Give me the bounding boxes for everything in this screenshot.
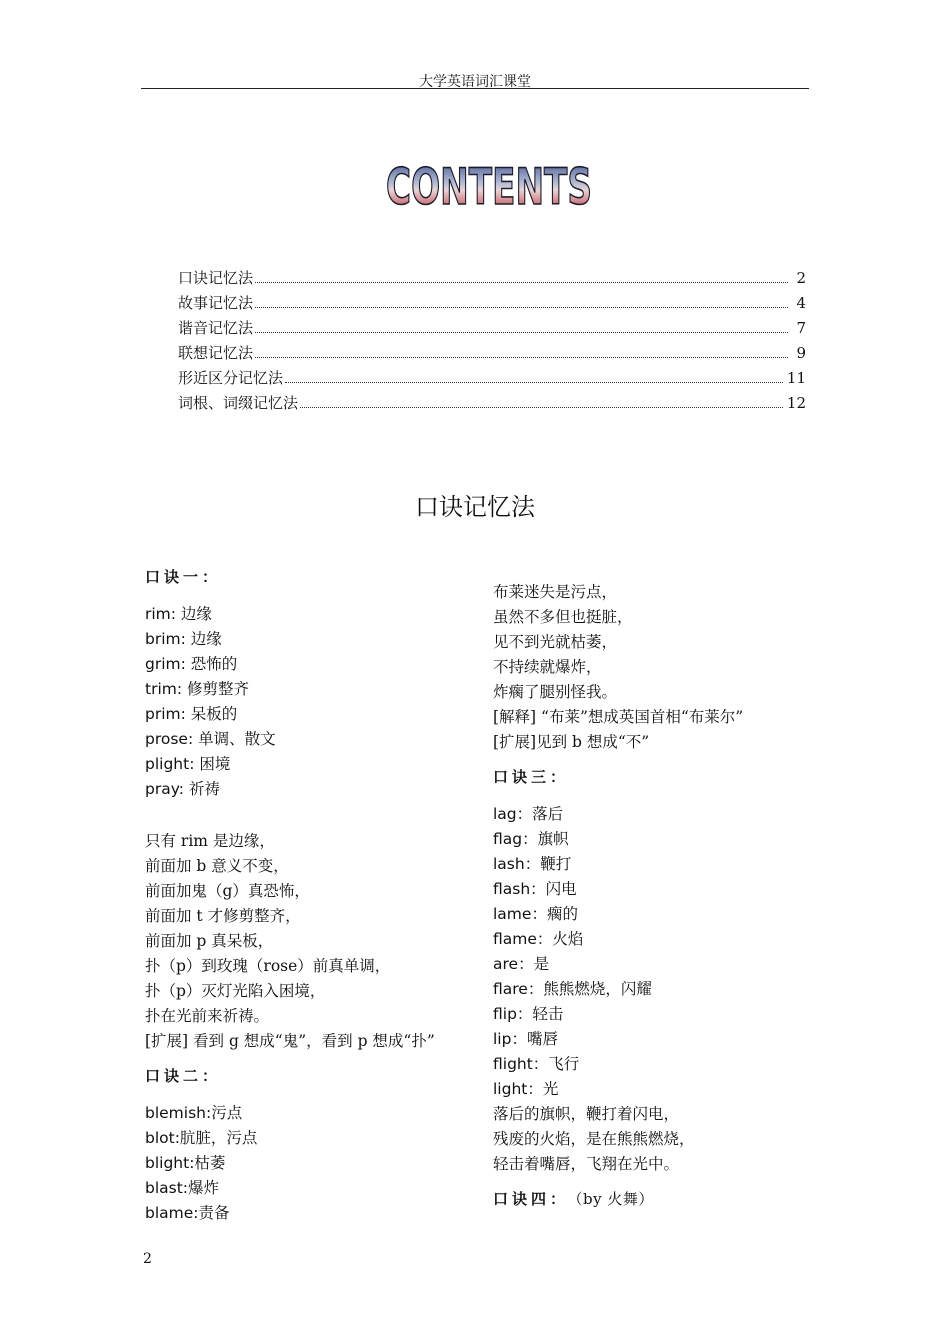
verse-line: 前面加鬼（g）真恐怖， [145, 882, 310, 900]
table-of-contents [178, 267, 806, 417]
vocab-entry: light：光 [493, 1080, 559, 1098]
toc-entry-page: 2 [796, 269, 806, 287]
mnemonic-heading-4 [493, 1187, 823, 1212]
toc-entry-page: 9 [796, 344, 806, 362]
toc-dot-leader [255, 332, 788, 333]
vocab-entry: rim: 边缘 [145, 605, 212, 623]
vocab-entry: flame：火焰 [493, 930, 584, 948]
vocab-entry: blast:爆炸 [145, 1179, 220, 1197]
toc-entry[interactable] [178, 317, 806, 342]
verse-line: 不持续就爆炸， [493, 658, 602, 676]
mnemonic-heading-1: 口诀一： [145, 568, 222, 586]
toc-entry[interactable] [178, 392, 806, 417]
verse-1 [145, 829, 475, 1054]
mnemonic-heading-4-credit: （by 火舞） [575, 1190, 654, 1208]
toc-entry-label: 联想记忆法 [178, 344, 254, 362]
vocab-entry: lash：鞭打 [493, 855, 572, 873]
toc-entry-label: 口诀记忆法 [178, 269, 254, 287]
vocab-entry: grim: 恐怖的 [145, 655, 238, 673]
mnemonic-heading-2: 口诀二： [145, 1067, 222, 1085]
vocab-entry: prim: 呆板的 [145, 705, 238, 723]
toc-entry[interactable] [178, 267, 806, 292]
toc-entry-label: 词根、词缀记忆法 [178, 394, 299, 412]
verse-line: [解释] “布莱”想成英国首相“布莱尔” [493, 708, 744, 726]
word-list-1 [145, 602, 475, 802]
vocab-entry: lip：嘴唇 [493, 1030, 558, 1048]
toc-entry-label: 谐音记忆法 [178, 319, 254, 337]
toc-entry-page: 4 [796, 294, 806, 312]
toc-entry[interactable] [178, 292, 806, 317]
verse-line: 布莱迷失是污点， [493, 583, 618, 601]
vocab-entry: flash：闪电 [493, 880, 577, 898]
vocab-entry: blot:肮脏，污点 [145, 1129, 258, 1147]
verse-line: 残废的火焰，是在熊熊燃烧， [493, 1130, 695, 1148]
svg-text:CONTENTS: CONTENTS [386, 158, 592, 216]
verse-3 [493, 1102, 823, 1177]
vocab-entry: flip：轻击 [493, 1005, 564, 1023]
verse-line: 轻击着嘴唇，飞翔在光中。 [493, 1155, 680, 1173]
toc-entry[interactable] [178, 342, 806, 367]
vocab-entry: trim: 修剪整齐 [145, 680, 250, 698]
vocab-entry: lame：瘸的 [493, 905, 578, 923]
left-column [145, 565, 475, 1226]
verse-line: 虽然不多但也挺脏， [493, 608, 633, 626]
vocab-entry: prose: 单调、散文 [145, 730, 276, 748]
vocab-entry: are：是 [493, 955, 550, 973]
word-list-3 [493, 802, 823, 1102]
toc-dot-leader [255, 307, 788, 308]
verse-line: 前面加 p 真呆板， [145, 932, 274, 950]
mnemonic-heading-3: 口诀三： [493, 768, 570, 786]
verse-line: 落后的旗帜，鞭打着闪电， [493, 1105, 680, 1123]
verse-line: 见不到光就枯萎， [493, 633, 618, 651]
word-list-2 [145, 1101, 475, 1226]
vocab-entry: flare：熊熊燃烧，闪耀 [493, 980, 652, 998]
toc-entry-page: 12 [786, 394, 806, 412]
right-column [493, 580, 823, 1212]
vocab-entry: blemish:污点 [145, 1104, 243, 1122]
toc-dot-leader [285, 382, 783, 383]
verse-line: [扩展]见到 b 想成“不” [493, 733, 650, 751]
page-number: 2 [143, 1251, 152, 1267]
toc-entry-label: 形近区分记忆法 [178, 369, 284, 387]
vocab-entry: blame:责备 [145, 1204, 230, 1222]
verse-line: 扑（p）灭灯光陷入困境， [145, 982, 326, 1000]
verse-2 [493, 580, 823, 755]
vocab-entry: brim: 边缘 [145, 630, 222, 648]
toc-entry-label: 故事记忆法 [178, 294, 254, 312]
toc-dot-leader [255, 357, 788, 358]
toc-entry[interactable] [178, 367, 806, 392]
page-header-title: 大学英语词汇课堂 [419, 74, 531, 90]
verse-line: 前面加 t 才修剪整齐， [145, 907, 301, 925]
verse-line: 前面加 b 意义不变， [145, 857, 289, 875]
toc-entry-page: 11 [786, 369, 806, 387]
contents-logo [383, 160, 595, 214]
vocab-entry: pray: 祈祷 [145, 780, 220, 798]
verse-line: [扩展] 看到 g 想成“鬼”，看到 p 想成“扑” [145, 1032, 435, 1050]
verse-line: 炸瘸了腿别怪我。 [493, 683, 618, 701]
vocab-entry: plight: 困境 [145, 755, 231, 773]
header-divider [141, 88, 809, 89]
verse-line: 只有 rim 是边缘， [145, 832, 275, 850]
verse-line: 扑（p）到玫瑰（rose）前真单调， [145, 957, 391, 975]
vocab-entry: blight:枯萎 [145, 1154, 226, 1172]
vocab-entry: flag：旗帜 [493, 830, 569, 848]
toc-dot-leader [255, 282, 788, 283]
mnemonic-heading-4-label: 口诀四： [493, 1190, 570, 1208]
toc-entry-page: 7 [796, 319, 806, 337]
section-title: 口诀记忆法 [415, 493, 535, 521]
vocab-entry: lag：落后 [493, 805, 564, 823]
vocab-entry: flight：飞行 [493, 1055, 580, 1073]
toc-dot-leader [300, 407, 783, 408]
verse-line: 扑在光前来祈祷。 [145, 1007, 270, 1025]
